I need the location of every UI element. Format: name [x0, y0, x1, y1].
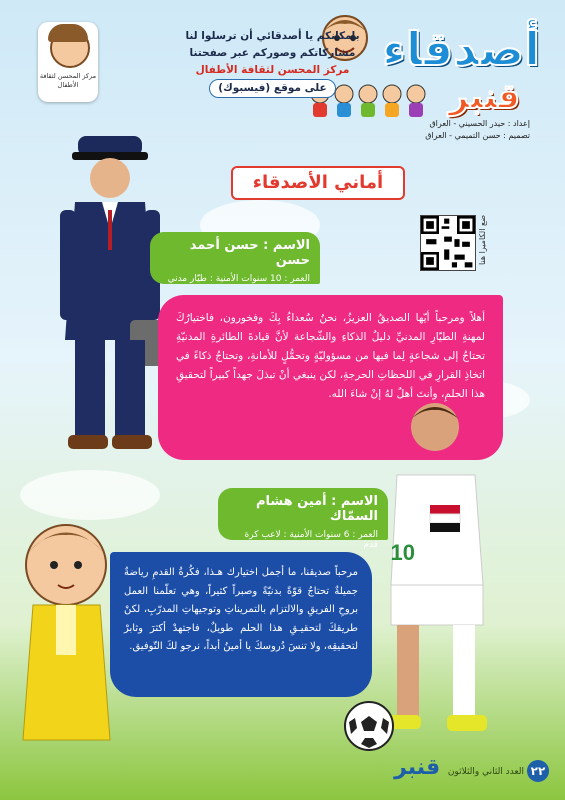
- football-boy-photo: [375, 395, 510, 755]
- qr-label: ضع الكاميرا هنا: [478, 215, 487, 266]
- friend1-name: الاسم : حسن أحمد حسن: [189, 238, 310, 268]
- center-logo-caption: مركز المحسن لثقافة الأطفال: [39, 72, 97, 89]
- footer-logo-text: قنبر: [394, 755, 441, 780]
- intro-text: [180, 28, 365, 98]
- friend2-info: العمر : 6 سنوات الأمنية : لاعب كرة قدم: [244, 530, 378, 550]
- friend1-name-tag: [150, 232, 320, 284]
- friend1-info: العمر : 10 سنوات الأمنية : طيّار مدني: [167, 274, 310, 284]
- center-logo-hair-icon: [48, 24, 88, 42]
- credit-prepared: إعداد : حيدر الحسيني - العراق: [429, 119, 530, 128]
- intro-line: بإمكانكم يا أصدقائي أن ترسلوا لنا: [185, 30, 360, 42]
- friend2-message-bubble: [110, 552, 372, 697]
- friend2-name-tag: [218, 488, 388, 550]
- logo-title: أصدقاء: [382, 22, 540, 76]
- footer-issue: العدد الثاني والثلاثون: [447, 767, 524, 777]
- logo-subtitle: قنبر: [448, 77, 520, 117]
- cartoon-boy-illustration: [8, 505, 123, 750]
- friend2-name: الاسم : أمين هشام السمّاك: [255, 494, 378, 524]
- football-icon: [343, 700, 395, 752]
- footer-logo: [380, 755, 530, 780]
- credits: [330, 118, 530, 142]
- svg-text:10: 10: [390, 540, 415, 565]
- qr-code-icon: [420, 215, 476, 271]
- intro-line: مشاركاتكم وصوركم عبر صفحتنا: [189, 47, 356, 59]
- friend2-message: مرحباً صديقنا، ما أجمل اختيارك هـذا، فكُرةُ القدمِ رياضةٌ جميلةٌ تحتاجُ قوّةً بدنيّةً وصبراً كثيراً، وهي تعلّمنا العمل بروحِ الفريقِ والالتزام بالتمريناتِ وتوجيهاتِ المدرّبِ، لكنْ طريقكَ لتحقيـقِ هذا الحلم طويلٌ، فاجتهدْ أكثرَ وثابرْ لتحقيقِه، ولا تنسَ دُروسكَ يا أمينُ أبداً، نرجو لكَ التّوفيق.: [124, 567, 358, 652]
- page-number: ٢٢: [527, 760, 549, 782]
- intro-org-name: مركز المحسن لثقافة الأطفال: [195, 64, 350, 76]
- section-title: أماني الأصدقاء: [231, 166, 405, 200]
- center-logo: [38, 22, 98, 102]
- credit-design: تصميم : حسن التميمي - العراق: [425, 131, 530, 140]
- intro-facebook: على موقع (فيسبوك): [209, 79, 335, 98]
- friend1-message: أهلاً ومرحباً أيّها الصديقُ العزيزُ، نحنُ سُعداءُ بِكَ وفخورون، فاختيارُكَ لمهنةِ الطيّارِ المدنيِّ دليلُ الذكاءِ والشّجاعة لأنَّ قيادةَ الطائرةِ المدنيّةِ تحتاجُ إلى شجاعةٍ لِما فيها من مسؤوليّةٍ وتحمُّلٍ للأمانةِ، وتحتاجُ ذكاءً في اتخاذِ القرارِ في اللحظاتِ الحرجةِ، لكن ينبغي أنْ تبذلَ جهداً كبيراً لتحقيقِ هذا الحلمِ، وأنتَ أهلٌ لهُ إنْ شاءَ الله.: [176, 312, 485, 400]
